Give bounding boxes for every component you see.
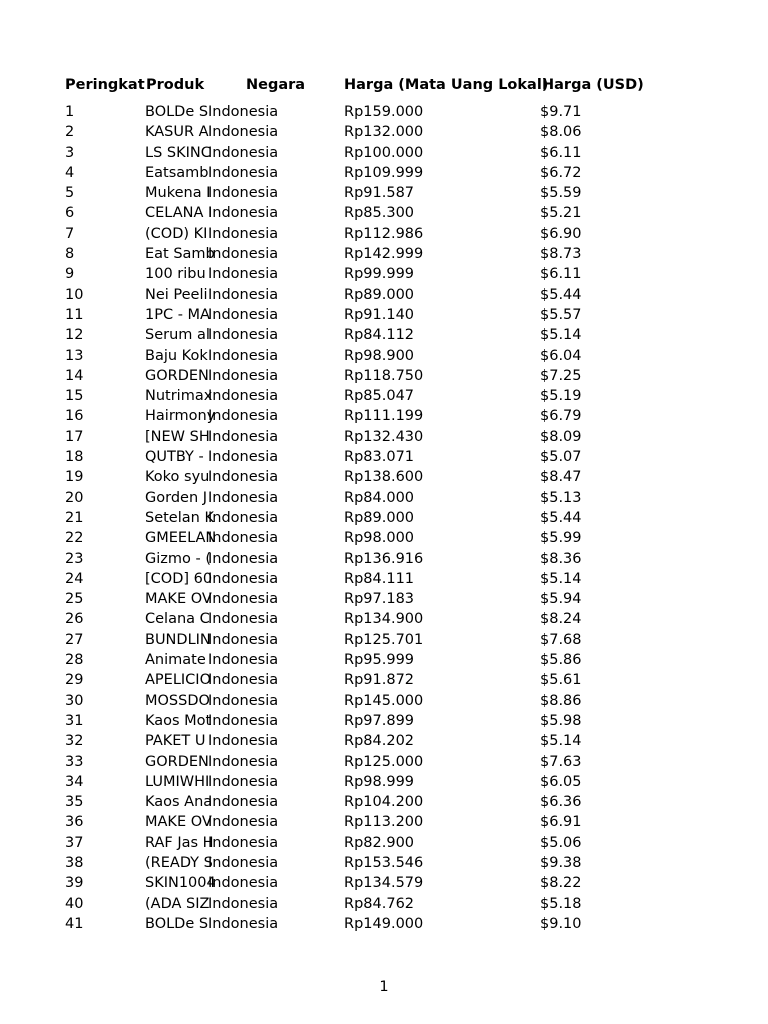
cell-price-local: Rp104.200 <box>344 794 424 811</box>
table-row <box>64 873 724 893</box>
price-table <box>64 75 724 932</box>
cell-product: LS SKINC <box>145 144 211 161</box>
cell-rank: 14 <box>65 367 84 384</box>
table-row <box>64 143 724 163</box>
cell-price-usd: $8.47 <box>540 469 582 486</box>
table-row <box>64 102 724 122</box>
cell-product: (ADA SIZ <box>145 895 210 912</box>
cell-rank: 21 <box>65 509 84 526</box>
cell-rank: 8 <box>65 246 75 263</box>
cell-rank: 3 <box>65 144 75 161</box>
cell-price-usd: $8.09 <box>540 428 582 445</box>
cell-price-local: Rp91.872 <box>344 672 415 689</box>
cell-price-local: Rp99.999 <box>344 266 415 283</box>
cell-price-usd: $5.59 <box>540 185 582 202</box>
table-row <box>64 691 724 711</box>
cell-product: MAKE OV <box>145 814 212 831</box>
cell-price-usd: $5.44 <box>540 286 582 303</box>
cell-product: Gizmo - ( <box>145 550 211 567</box>
cell-price-usd: $5.57 <box>540 306 582 323</box>
cell-rank: 29 <box>65 672 84 689</box>
cell-price-usd: $7.68 <box>540 631 582 648</box>
cell-price-local: Rp91.140 <box>344 306 415 323</box>
cell-price-local: Rp109.999 <box>344 164 424 181</box>
table-row <box>64 670 724 690</box>
cell-country: Indonesia <box>208 530 279 547</box>
cell-country: Indonesia <box>208 489 279 506</box>
cell-price-local: Rp84.111 <box>344 570 415 587</box>
cell-country: Indonesia <box>208 367 279 384</box>
cell-country: Indonesia <box>208 509 279 526</box>
cell-country: Indonesia <box>208 550 279 567</box>
cell-country: Indonesia <box>208 895 279 912</box>
cell-product: (READY S <box>145 854 213 871</box>
cell-country: Indonesia <box>208 611 279 628</box>
cell-rank: 35 <box>65 794 84 811</box>
cell-country: Indonesia <box>208 672 279 689</box>
cell-country: Indonesia <box>208 286 279 303</box>
cell-product: Baju Kok <box>145 347 208 364</box>
cell-country: Indonesia <box>208 773 279 790</box>
cell-rank: 2 <box>65 124 75 141</box>
cell-price-usd: $5.61 <box>540 672 582 689</box>
cell-country: Indonesia <box>208 631 279 648</box>
cell-country: Indonesia <box>208 449 279 466</box>
cell-price-local: Rp98.999 <box>344 773 415 790</box>
cell-rank: 11 <box>65 306 84 323</box>
cell-product: Celana C <box>145 611 210 628</box>
cell-rank: 27 <box>65 631 84 648</box>
header-country: Negara <box>246 77 306 93</box>
cell-product: BOLDe S <box>145 104 209 120</box>
cell-rank: 10 <box>65 286 84 303</box>
cell-country: Indonesia <box>208 469 279 486</box>
cell-rank: 23 <box>65 550 84 567</box>
table-row <box>64 589 724 609</box>
table-row <box>64 711 724 731</box>
header-product: Produk <box>146 77 205 93</box>
cell-product: Gorden J <box>145 489 208 506</box>
cell-price-local: Rp91.587 <box>344 185 415 202</box>
cell-product: [NEW SH <box>145 428 210 445</box>
cell-price-usd: $9.38 <box>540 854 582 871</box>
cell-price-local: Rp111.199 <box>344 408 424 425</box>
cell-price-usd: $7.63 <box>540 753 582 770</box>
cell-rank: 7 <box>65 225 75 242</box>
table-row <box>64 549 724 569</box>
cell-price-usd: $5.14 <box>540 570 582 587</box>
table-row <box>64 650 724 670</box>
cell-rank: 24 <box>65 570 84 587</box>
table-row <box>64 853 724 873</box>
cell-price-local: Rp153.546 <box>344 854 424 871</box>
cell-country: Indonesia <box>208 915 279 932</box>
cell-product: Nei Peeli <box>145 286 208 303</box>
cell-rank: 41 <box>65 915 84 932</box>
cell-country: Indonesia <box>208 733 279 750</box>
cell-product: BUNDLIN <box>145 631 211 648</box>
cell-price-usd: $5.21 <box>540 205 582 222</box>
cell-price-usd: $5.98 <box>540 712 582 729</box>
cell-country: Indonesia <box>208 692 279 709</box>
table-row <box>64 427 724 447</box>
cell-country: Indonesia <box>208 753 279 770</box>
cell-product: GORDEN <box>145 753 209 770</box>
cell-rank: 4 <box>65 164 75 181</box>
cell-rank: 40 <box>65 895 84 912</box>
table-row <box>64 406 724 426</box>
cell-rank: 15 <box>65 388 84 405</box>
cell-rank: 1 <box>65 104 75 120</box>
cell-price-usd: $5.94 <box>540 591 582 608</box>
cell-product: Mukena I <box>145 185 211 202</box>
cell-country: Indonesia <box>208 347 279 364</box>
cell-product: 100 ribu <box>145 266 206 283</box>
cell-price-local: Rp118.750 <box>344 367 424 384</box>
cell-price-usd: $5.86 <box>540 652 582 669</box>
cell-price-usd: $5.19 <box>540 388 582 405</box>
cell-country: Indonesia <box>208 185 279 202</box>
cell-product: Nutrimax <box>145 388 213 405</box>
cell-rank: 16 <box>65 408 84 425</box>
page-number: 1 <box>379 979 389 995</box>
cell-price-local: Rp132.000 <box>344 124 424 141</box>
cell-product: KASUR A <box>145 124 209 141</box>
table-row <box>64 488 724 508</box>
cell-price-usd: $6.72 <box>540 164 582 181</box>
cell-price-usd: $6.91 <box>540 814 582 831</box>
cell-country: Indonesia <box>208 246 279 263</box>
cell-price-usd: $6.05 <box>540 773 582 790</box>
cell-price-usd: $8.73 <box>540 246 582 263</box>
cell-country: Indonesia <box>208 164 279 181</box>
cell-product: APELICIO <box>145 672 211 689</box>
table-row <box>64 467 724 487</box>
cell-price-local: Rp113.200 <box>344 814 424 831</box>
cell-rank: 30 <box>65 692 84 709</box>
cell-rank: 36 <box>65 814 84 831</box>
cell-product: QUTBY - <box>145 449 204 466</box>
cell-rank: 32 <box>65 733 84 750</box>
table-row <box>64 203 724 223</box>
cell-country: Indonesia <box>208 408 279 425</box>
cell-product: MOSSDO <box>145 692 210 709</box>
table-row <box>64 163 724 183</box>
cell-price-local: Rp84.762 <box>344 895 415 912</box>
cell-country: Indonesia <box>208 388 279 405</box>
table-row <box>64 264 724 284</box>
cell-rank: 25 <box>65 591 84 608</box>
cell-product: RAF Jas H <box>145 834 214 851</box>
cell-price-usd: $5.14 <box>540 733 582 750</box>
table-row <box>64 630 724 650</box>
cell-price-usd: $8.22 <box>540 875 582 892</box>
cell-price-local: Rp84.202 <box>344 733 415 750</box>
cell-country: Indonesia <box>208 306 279 323</box>
header-rank: Peringkat <box>65 77 145 93</box>
cell-price-local: Rp142.999 <box>344 246 424 263</box>
cell-rank: 5 <box>65 185 75 202</box>
cell-price-local: Rp136.916 <box>344 550 424 567</box>
cell-price-usd: $6.90 <box>540 225 582 242</box>
cell-price-local: Rp138.600 <box>344 469 424 486</box>
cell-product: LUMIWHI <box>145 773 210 790</box>
cell-price-local: Rp132.430 <box>344 428 424 445</box>
cell-price-local: Rp83.071 <box>344 449 415 466</box>
cell-price-usd: $5.07 <box>540 449 582 466</box>
cell-country: Indonesia <box>208 428 279 445</box>
cell-price-local: Rp98.900 <box>344 347 415 364</box>
cell-price-local: Rp98.000 <box>344 530 415 547</box>
cell-product: (COD) KI <box>145 225 208 242</box>
cell-country: Indonesia <box>208 834 279 851</box>
cell-country: Indonesia <box>208 124 279 141</box>
cell-rank: 31 <box>65 712 84 729</box>
cell-rank: 38 <box>65 854 84 871</box>
cell-rank: 26 <box>65 611 84 628</box>
cell-product: Setelan K <box>145 509 214 526</box>
cell-price-usd: $6.11 <box>540 266 582 283</box>
cell-price-usd: $5.06 <box>540 834 582 851</box>
table-row <box>64 894 724 914</box>
cell-product: PAKET U <box>145 733 206 750</box>
cell-product: Hairmony <box>145 408 216 425</box>
cell-price-usd: $5.18 <box>540 895 582 912</box>
cell-product: Serum al <box>145 327 210 344</box>
cell-rank: 39 <box>65 875 84 892</box>
cell-price-local: Rp125.000 <box>344 753 424 770</box>
cell-rank: 12 <box>65 327 84 344</box>
cell-product: 1PC - MA <box>145 306 210 323</box>
table-row <box>64 731 724 751</box>
cell-price-local: Rp89.000 <box>344 509 415 526</box>
cell-rank: 17 <box>65 428 84 445</box>
cell-price-local: Rp85.300 <box>344 205 415 222</box>
table-row <box>64 569 724 589</box>
cell-rank: 9 <box>65 266 75 283</box>
cell-product: Eat Samb <box>145 246 215 263</box>
cell-price-usd: $5.13 <box>540 489 582 506</box>
cell-price-local: Rp149.000 <box>344 915 424 932</box>
table-header-row <box>64 75 724 95</box>
cell-price-usd: $5.44 <box>540 509 582 526</box>
cell-product: CELANA I <box>145 205 213 222</box>
cell-country: Indonesia <box>208 144 279 161</box>
table-row <box>64 122 724 142</box>
cell-rank: 13 <box>65 347 84 364</box>
cell-rank: 22 <box>65 530 84 547</box>
cell-price-usd: $6.79 <box>540 408 582 425</box>
cell-product: GMEELAN <box>145 530 217 547</box>
table-row <box>64 346 724 366</box>
cell-country: Indonesia <box>208 205 279 222</box>
cell-price-usd: $6.11 <box>540 144 582 161</box>
cell-country: Indonesia <box>208 814 279 831</box>
cell-rank: 28 <box>65 652 84 669</box>
cell-product: Eatsamb <box>145 164 209 181</box>
cell-rank: 37 <box>65 834 84 851</box>
table-row <box>64 833 724 853</box>
cell-price-local: Rp89.000 <box>344 286 415 303</box>
cell-price-local: Rp145.000 <box>344 692 424 709</box>
cell-product: Koko syu <box>145 469 210 486</box>
cell-price-usd: $8.36 <box>540 550 582 567</box>
table-row <box>64 305 724 325</box>
cell-price-usd: $8.86 <box>540 692 582 709</box>
cell-country: Indonesia <box>208 266 279 283</box>
cell-price-local: Rp134.900 <box>344 611 424 628</box>
table-body <box>64 102 724 934</box>
cell-price-local: Rp134.579 <box>344 875 424 892</box>
table-row <box>64 224 724 244</box>
cell-rank: 19 <box>65 469 84 486</box>
cell-price-usd: $7.25 <box>540 367 582 384</box>
table-row <box>64 792 724 812</box>
cell-price-local: Rp82.900 <box>344 834 415 851</box>
table-row <box>64 183 724 203</box>
table-row <box>64 609 724 629</box>
cell-price-local: Rp159.000 <box>344 104 424 120</box>
cell-product: Animate <box>145 652 206 669</box>
cell-country: Indonesia <box>208 652 279 669</box>
cell-price-usd: $9.10 <box>540 915 582 932</box>
cell-country: Indonesia <box>208 854 279 871</box>
cell-price-usd: $6.04 <box>540 347 582 364</box>
table-row <box>64 386 724 406</box>
cell-rank: 33 <box>65 753 84 770</box>
cell-country: Indonesia <box>208 225 279 242</box>
table-row <box>64 812 724 832</box>
cell-rank: 18 <box>65 449 84 466</box>
cell-rank: 20 <box>65 489 84 506</box>
cell-price-local: Rp95.999 <box>344 652 415 669</box>
cell-product: SKIN1004 <box>145 875 216 892</box>
header-price-usd: Harga (USD) <box>542 77 644 93</box>
table-row <box>64 325 724 345</box>
cell-country: Indonesia <box>208 327 279 344</box>
cell-product: Kaos Ana <box>145 794 213 811</box>
table-row <box>64 772 724 792</box>
table-row <box>64 528 724 548</box>
cell-price-usd: $8.06 <box>540 124 582 141</box>
header-price-local: Harga (Mata Uang Lokal) <box>344 77 549 93</box>
table-row <box>64 508 724 528</box>
cell-price-local: Rp84.000 <box>344 489 415 506</box>
cell-country: Indonesia <box>208 591 279 608</box>
cell-country: Indonesia <box>208 712 279 729</box>
cell-price-usd: $8.24 <box>540 611 582 628</box>
table-row <box>64 752 724 772</box>
table-row <box>64 447 724 467</box>
cell-product: BOLDe S <box>145 915 209 932</box>
cell-rank: 6 <box>65 205 75 222</box>
table-row <box>64 914 724 934</box>
cell-price-local: Rp125.701 <box>344 631 424 648</box>
cell-price-local: Rp84.112 <box>344 327 415 344</box>
cell-price-usd: $5.99 <box>540 530 582 547</box>
cell-price-local: Rp85.047 <box>344 388 415 405</box>
cell-price-local: Rp100.000 <box>344 144 424 161</box>
cell-product: Kaos Mot <box>145 712 212 729</box>
cell-country: Indonesia <box>208 794 279 811</box>
table-row <box>64 244 724 264</box>
table-row <box>64 366 724 386</box>
cell-price-usd: $9.71 <box>540 104 582 120</box>
cell-product: MAKE OV <box>145 591 212 608</box>
cell-country: Indonesia <box>208 875 279 892</box>
cell-price-usd: $5.14 <box>540 327 582 344</box>
cell-price-local: Rp97.899 <box>344 712 415 729</box>
cell-price-local: Rp97.183 <box>344 591 415 608</box>
cell-product: [COD] 60 <box>145 570 213 587</box>
cell-rank: 34 <box>65 773 84 790</box>
cell-product: GORDEN <box>145 367 209 384</box>
cell-price-local: Rp112.986 <box>344 225 424 242</box>
cell-country: Indonesia <box>208 104 279 120</box>
table-row <box>64 285 724 305</box>
cell-country: Indonesia <box>208 570 279 587</box>
cell-price-usd: $6.36 <box>540 794 582 811</box>
